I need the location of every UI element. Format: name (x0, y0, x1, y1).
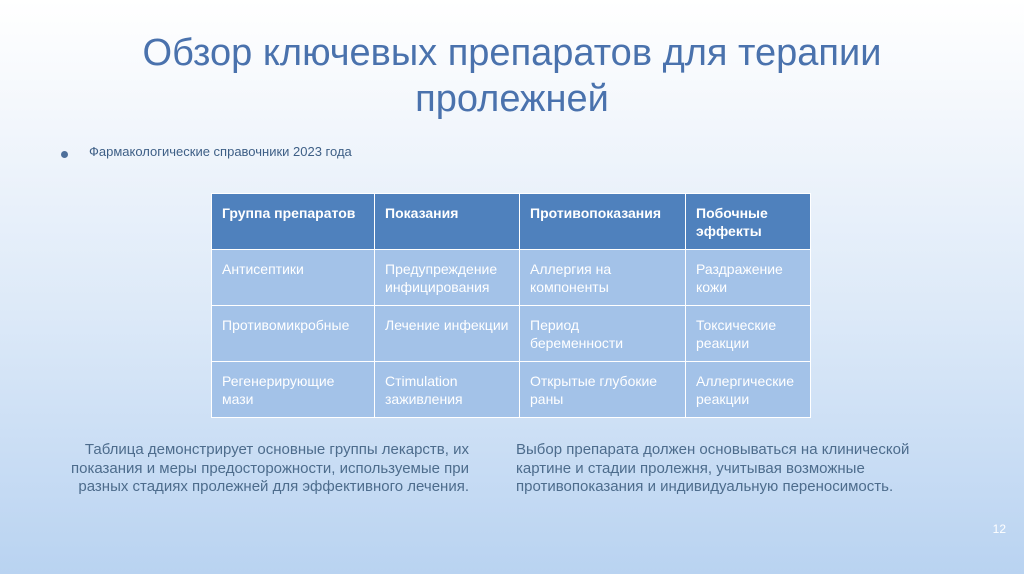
table-cell: Стimulation заживления (375, 362, 520, 418)
table-cell: Период беременности (520, 306, 686, 362)
table-cell: Токсические реакции (686, 306, 811, 362)
slide-title: Обзор ключевых препаратов для терапии пролежней (142, 32, 882, 120)
header-cell: Показания (375, 194, 520, 250)
bullet-icon (61, 151, 68, 158)
page-number: 12 (992, 522, 1006, 536)
table-cell: Открытые глубокие раны (520, 362, 686, 418)
table-cell: Раздражение кожи (686, 250, 811, 306)
header-cell: Побочные эффекты (686, 194, 811, 250)
table-row (212, 362, 811, 418)
drug-table (211, 193, 811, 418)
header-cell: Группа препаратов (212, 194, 375, 250)
table-cell: Противомикробные (212, 306, 375, 362)
source-text: Фармакологические справочники 2023 года (89, 144, 352, 159)
table-cell: Аллергические реакции (686, 362, 811, 418)
table-cell: Антисептики (212, 250, 375, 306)
table-cell: Регенерирующие мази (212, 362, 375, 418)
summary-note-right: Выбор препарата должен основываться на клинической картине и стадии пролежня, учитывая возможные противопоказания и индивидуальную переносимость. (516, 441, 910, 495)
table-cell: Предупреждение инфицирования (375, 250, 520, 306)
summary-note-left: Таблица демонстрирует основные группы лекарств, их показания и меры предосторожности, используемые при разных стадиях пролежней для эффективного лечения. (71, 441, 469, 495)
table-cell: Лечение инфекции (375, 306, 520, 362)
header-cell: Противопоказания (520, 194, 686, 250)
table-header-row (212, 194, 811, 250)
table-row (212, 250, 811, 306)
table-row (212, 306, 811, 362)
table-cell: Аллергия на компоненты (520, 250, 686, 306)
